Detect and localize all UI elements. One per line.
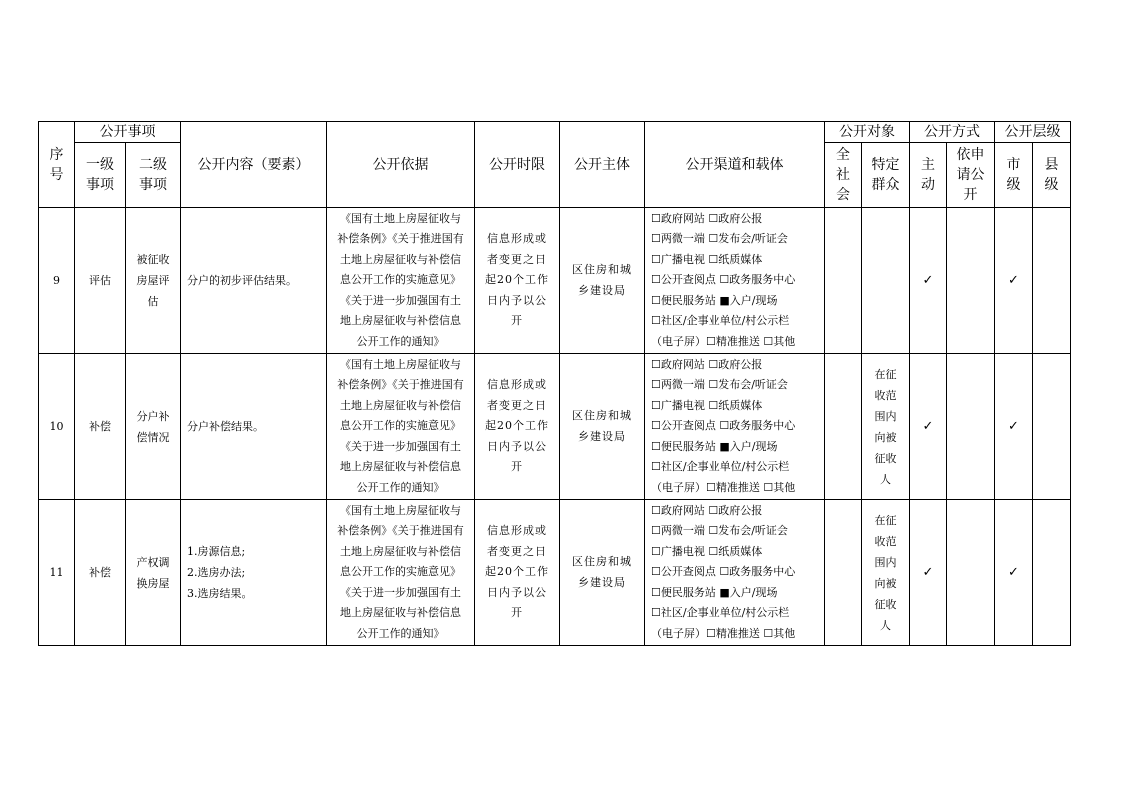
level1-cell xyxy=(75,354,126,500)
seq-number: 11 xyxy=(49,566,64,579)
basis-cell xyxy=(327,208,475,354)
content-line: 3.选房结果。 xyxy=(187,587,253,600)
channels-cell xyxy=(645,354,825,500)
subject-line: 区住房和城 xyxy=(572,555,632,568)
seq-number: 9 xyxy=(53,274,60,287)
time-limit-line: 信息形成或 xyxy=(487,232,547,246)
time-limit-line: 开 xyxy=(511,460,523,474)
check-mark-icon: ✓ xyxy=(922,419,934,434)
header-basis: 公开依据 xyxy=(327,122,475,208)
target-specific-cell xyxy=(862,354,910,500)
time-limit-line: 者变更之日 xyxy=(487,252,547,266)
subject-cell xyxy=(560,208,645,354)
basis-line: 公开工作的通知》 xyxy=(356,334,445,348)
content-cell xyxy=(181,354,327,500)
header-seq: 序号 xyxy=(39,122,75,208)
time-limit-line: 日内予以公 xyxy=(487,293,547,307)
content-line: 分户的初步评估结果。 xyxy=(187,274,297,287)
channel-option-line: ☐广播电视 ☐纸质媒体 xyxy=(651,398,763,412)
subject-line: 乡建设局 xyxy=(578,283,626,297)
channel-option-line: ☐广播电视 ☐纸质媒体 xyxy=(651,252,763,266)
content-line: 2.选房办法; xyxy=(187,566,246,579)
target-specific-line: 人 xyxy=(880,618,891,632)
level2-text: 被征收房屋评估 xyxy=(136,253,170,308)
time-limit-cell xyxy=(475,208,560,354)
channel-option-line: ☐公开查阅点 ☐政务服务中心 xyxy=(651,273,796,287)
method-request-cell xyxy=(947,354,995,500)
level-city-cell xyxy=(995,500,1033,646)
method-request-cell xyxy=(947,208,995,354)
check-mark-icon: ✓ xyxy=(1008,273,1019,288)
header-time-limit: 公开时限 xyxy=(475,122,560,208)
channel-option-line: ☐社区/企事业单位/村公示栏 xyxy=(651,460,790,474)
header-subject: 公开主体 xyxy=(560,122,645,208)
basis-line: 《国有土地上房屋征收与 xyxy=(340,211,461,225)
target-all-cell xyxy=(825,500,862,646)
channel-option-line: ☐公开查阅点 ☐政务服务中心 xyxy=(651,419,796,433)
content-line: 分户补偿结果。 xyxy=(187,420,264,433)
basis-line: 公开工作的通知》 xyxy=(356,480,445,494)
seq-cell xyxy=(39,354,75,500)
header-row-top xyxy=(39,122,1071,143)
level-county-cell xyxy=(1033,500,1071,646)
target-specific-line: 征收 xyxy=(874,451,897,465)
basis-line: 《关于进一步加强国有土 xyxy=(340,439,461,453)
level1-text: 补偿 xyxy=(89,420,111,433)
basis-line: 地上房屋征收与补偿信息 xyxy=(340,314,461,328)
check-mark-icon: ✓ xyxy=(1008,419,1019,434)
level2-cell xyxy=(126,354,181,500)
target-all-cell xyxy=(825,208,862,354)
header-level2: 二级事项 xyxy=(126,143,181,208)
subject-cell xyxy=(560,354,645,500)
channels-cell xyxy=(645,208,825,354)
header-level-city: 市级 xyxy=(995,143,1033,208)
level1-cell xyxy=(75,208,126,354)
basis-line: 地上房屋征收与补偿信息 xyxy=(340,606,461,620)
basis-line: 补偿条例》《关于推进国有 xyxy=(337,232,464,246)
target-specific-line: 向被 xyxy=(874,430,897,444)
subject-line: 区住房和城 xyxy=(572,409,632,422)
channel-option-line: ☐社区/企事业单位/村公示栏 xyxy=(651,606,790,620)
target-all-cell xyxy=(825,354,862,500)
target-specific-line: 人 xyxy=(880,472,891,486)
seq-cell xyxy=(39,500,75,646)
basis-line: 土地上房屋征收与补偿信 xyxy=(340,544,461,558)
target-specific-line: 围内 xyxy=(874,555,897,569)
basis-line: 息公开工作的实施意见》 xyxy=(340,273,461,287)
check-mark-icon: ✓ xyxy=(1008,565,1019,580)
channel-option-line: ☐两微一端 ☐发布会/听证会 xyxy=(651,524,788,538)
channel-option-line: （电子屏）☐精准推送 ☐其他 xyxy=(651,626,796,640)
header-content: 公开内容（要素） xyxy=(181,122,327,208)
content-line: 1.房源信息; xyxy=(187,545,246,558)
channel-option-line: ☐便民服务站 ■入户/现场 xyxy=(651,585,778,599)
channel-option-line: ☐广播电视 ☐纸质媒体 xyxy=(651,544,763,558)
header-target-all: 全社会 xyxy=(825,143,862,208)
target-specific-cell xyxy=(862,208,910,354)
time-limit-line: 日内予以公 xyxy=(487,585,547,599)
target-specific-cell xyxy=(862,500,910,646)
time-limit-line: 信息形成或 xyxy=(487,378,547,392)
target-specific-line: 在征 xyxy=(874,513,897,527)
target-specific-line: 收范 xyxy=(874,388,897,402)
time-limit-line: 信息形成或 xyxy=(487,524,547,538)
basis-line: 息公开工作的实施意见》 xyxy=(340,419,461,433)
target-specific-line: 围内 xyxy=(874,409,897,423)
channel-option-line: ☐政府网站 ☐政府公报 xyxy=(651,357,763,371)
channel-option-line: ☐便民服务站 ■入户/现场 xyxy=(651,439,778,453)
disclosure-table xyxy=(38,121,1071,646)
header-level-group: 公开层级 xyxy=(995,122,1071,143)
target-specific-line: 征收 xyxy=(874,597,897,611)
channel-option-line: ☐政府网站 ☐政府公报 xyxy=(651,503,763,517)
channel-option-line: ☐便民服务站 ■入户/现场 xyxy=(651,293,778,307)
time-limit-line: 起20个工作 xyxy=(485,273,549,287)
check-mark-icon: ✓ xyxy=(922,565,934,580)
level1-text: 评估 xyxy=(89,274,111,287)
basis-cell xyxy=(327,354,475,500)
basis-line: 《国有土地上房屋征收与 xyxy=(340,503,461,517)
header-target-specific: 特定群众 xyxy=(862,143,910,208)
method-active-cell xyxy=(910,208,947,354)
method-active-cell xyxy=(910,354,947,500)
target-specific-line: 向被 xyxy=(874,576,897,590)
basis-line: 补偿条例》《关于推进国有 xyxy=(337,524,464,538)
basis-line: 公开工作的通知》 xyxy=(356,626,445,640)
basis-line: 《关于进一步加强国有土 xyxy=(340,293,461,307)
channel-option-line: （电子屏）☐精准推送 ☐其他 xyxy=(651,480,796,494)
basis-line: 土地上房屋征收与补偿信 xyxy=(340,252,461,266)
level-county-cell xyxy=(1033,208,1071,354)
target-specific-line: 收范 xyxy=(874,534,897,548)
method-request-cell xyxy=(947,500,995,646)
time-limit-cell xyxy=(475,500,560,646)
level1-cell xyxy=(75,500,126,646)
table-row xyxy=(39,500,1071,646)
header-level-county: 县级 xyxy=(1033,143,1071,208)
basis-line: 息公开工作的实施意见》 xyxy=(340,565,461,579)
target-specific-line: 在征 xyxy=(874,367,897,381)
time-limit-line: 起20个工作 xyxy=(485,419,549,433)
channel-option-line: ☐两微一端 ☐发布会/听证会 xyxy=(651,378,788,392)
channel-option-line: ☐政府网站 ☐政府公报 xyxy=(651,211,763,225)
subject-line: 乡建设局 xyxy=(578,429,626,443)
level1-text: 补偿 xyxy=(89,566,111,579)
level-county-cell xyxy=(1033,354,1071,500)
channel-option-line: ☐社区/企事业单位/村公示栏 xyxy=(651,314,790,328)
content-cell xyxy=(181,500,327,646)
method-active-cell xyxy=(910,500,947,646)
basis-line: 《国有土地上房屋征收与 xyxy=(340,357,461,371)
level2-text: 分户补偿情况 xyxy=(136,409,170,444)
table-body xyxy=(39,208,1071,646)
level-city-cell xyxy=(995,208,1033,354)
time-limit-line: 者变更之日 xyxy=(487,544,547,558)
header-channels: 公开渠道和载体 xyxy=(645,122,825,208)
subject-line: 区住房和城 xyxy=(572,263,632,276)
seq-cell xyxy=(39,208,75,354)
time-limit-line: 者变更之日 xyxy=(487,398,547,412)
header-method-active: 主动 xyxy=(910,143,947,208)
header-method-request: 依申请公开 xyxy=(947,143,995,208)
basis-line: 补偿条例》《关于推进国有 xyxy=(337,378,464,392)
subject-cell xyxy=(560,500,645,646)
check-mark-icon: ✓ xyxy=(922,273,934,288)
content-cell xyxy=(181,208,327,354)
channel-option-line: ☐公开查阅点 ☐政务服务中心 xyxy=(651,565,796,579)
level-city-cell xyxy=(995,354,1033,500)
seq-number: 10 xyxy=(49,420,64,433)
basis-line: 《关于进一步加强国有土 xyxy=(340,585,461,599)
level2-cell xyxy=(126,500,181,646)
subject-line: 乡建设局 xyxy=(578,575,626,589)
header-level1: 一级事项 xyxy=(75,143,126,208)
header-target-group: 公开对象 xyxy=(825,122,910,143)
time-limit-line: 开 xyxy=(511,314,523,328)
basis-line: 地上房屋征收与补偿信息 xyxy=(340,460,461,474)
time-limit-cell xyxy=(475,354,560,500)
header-item-group: 公开事项 xyxy=(75,122,181,143)
table-row xyxy=(39,208,1071,354)
channel-option-line: （电子屏）☐精准推送 ☐其他 xyxy=(651,334,796,348)
level2-text: 产权调换房屋 xyxy=(136,555,170,590)
header-method-group: 公开方式 xyxy=(910,122,995,143)
time-limit-line: 开 xyxy=(511,606,523,620)
time-limit-line: 起20个工作 xyxy=(485,565,549,579)
table-row xyxy=(39,354,1071,500)
time-limit-line: 日内予以公 xyxy=(487,439,547,453)
channels-cell xyxy=(645,500,825,646)
level2-cell xyxy=(126,208,181,354)
basis-cell xyxy=(327,500,475,646)
basis-line: 土地上房屋征收与补偿信 xyxy=(340,398,461,412)
channel-option-line: ☐两微一端 ☐发布会/听证会 xyxy=(651,232,788,246)
